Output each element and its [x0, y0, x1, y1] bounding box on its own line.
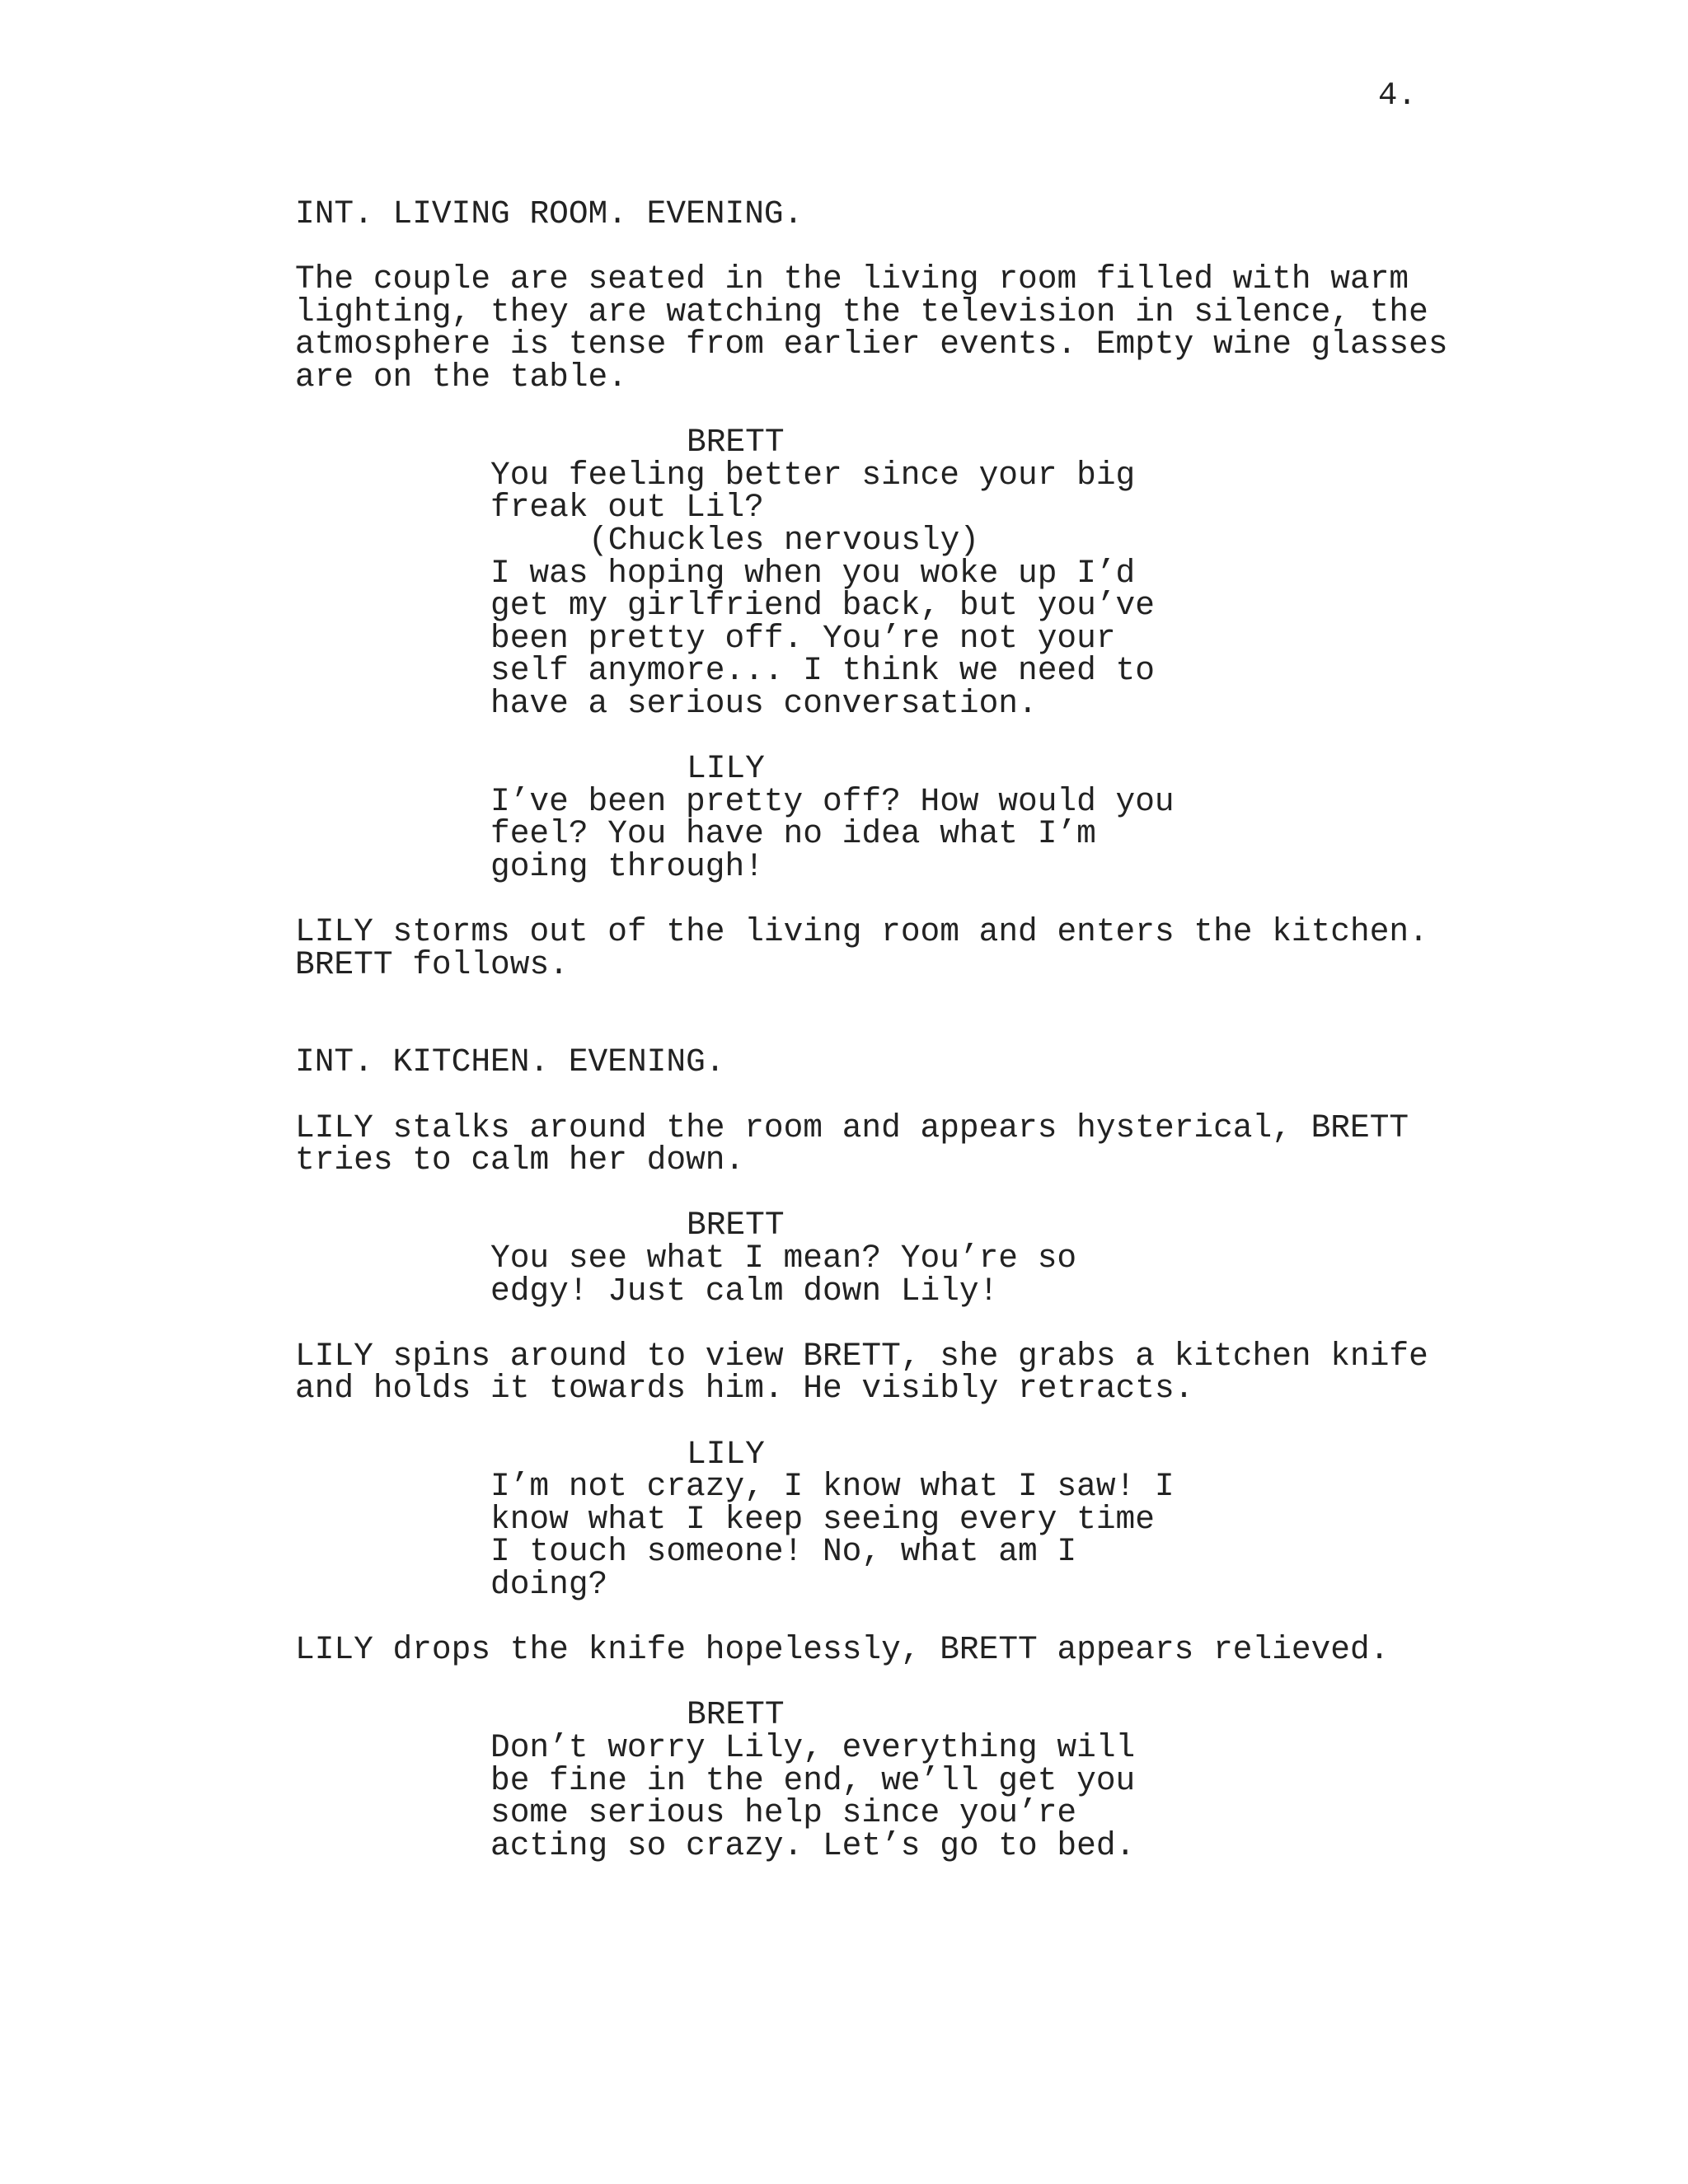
- screenplay-body: [0, 195, 1688, 1864]
- page-number: 4.: [1378, 77, 1417, 114]
- action-lily-stalks: LILY stalks around the room and appears hysterical, BRETT tries to calm her down.: [295, 1108, 1409, 1179]
- dialogue-lily-1: I’ve been pretty off? How would you feel? You have no idea what I’m going through!: [490, 782, 1175, 885]
- dialogue-brett-1a: You feeling better since your big freak out Lil?: [490, 456, 1136, 527]
- character-name-lily: LILY: [687, 1435, 765, 1473]
- character-name-lily: LILY: [687, 750, 765, 788]
- action-couple-seated: The couple are seated in the living room filled with warm lighting, they are watching the television in silence, the atmosphere is tense from earlier events. Empty wine glasses are on the table.: [295, 260, 1448, 396]
- character-name-brett: BRETT: [687, 1207, 785, 1244]
- character-name-brett: BRETT: [687, 424, 785, 462]
- dialogue-lily-2: I’m not crazy, I know what I saw! I know what I keep seeing every time I touch someone! No, what am I doing?: [490, 1468, 1175, 1603]
- dialogue-brett-1b: I was hoping when you woke up I’d get my girlfriend back, but you’ve been pretty off. You’re not your self anymore... I think we need to have a serious conversation.: [490, 554, 1155, 722]
- parenthetical-chuckles: (Chuckles nervously): [588, 521, 980, 559]
- character-name-brett: BRETT: [687, 1696, 785, 1734]
- action-lily-grabs-knife: LILY spins around to view BRETT, she grabs a kitchen knife and holds it towards him. He visibly retracts.: [295, 1337, 1428, 1408]
- scene-heading-living-room: INT. LIVING ROOM. EVENING.: [295, 195, 804, 232]
- action-lily-drops-knife: LILY drops the knife hopelessly, BRETT appears relieved.: [295, 1631, 1390, 1669]
- dialogue-brett-2: You see what I mean? You’re so edgy! Just calm down Lily!: [490, 1240, 1077, 1310]
- dialogue-brett-3: Don’t worry Lily, everything will be fine in the end, we’ll get you some serious help since you’re acting so crazy. Let’s go to bed.: [490, 1728, 1136, 1864]
- scene-heading-kitchen: INT. KITCHEN. EVENING.: [295, 1043, 725, 1081]
- action-lily-storms-out: LILY storms out of the living room and enters the kitchen. BRETT follows.: [295, 913, 1428, 983]
